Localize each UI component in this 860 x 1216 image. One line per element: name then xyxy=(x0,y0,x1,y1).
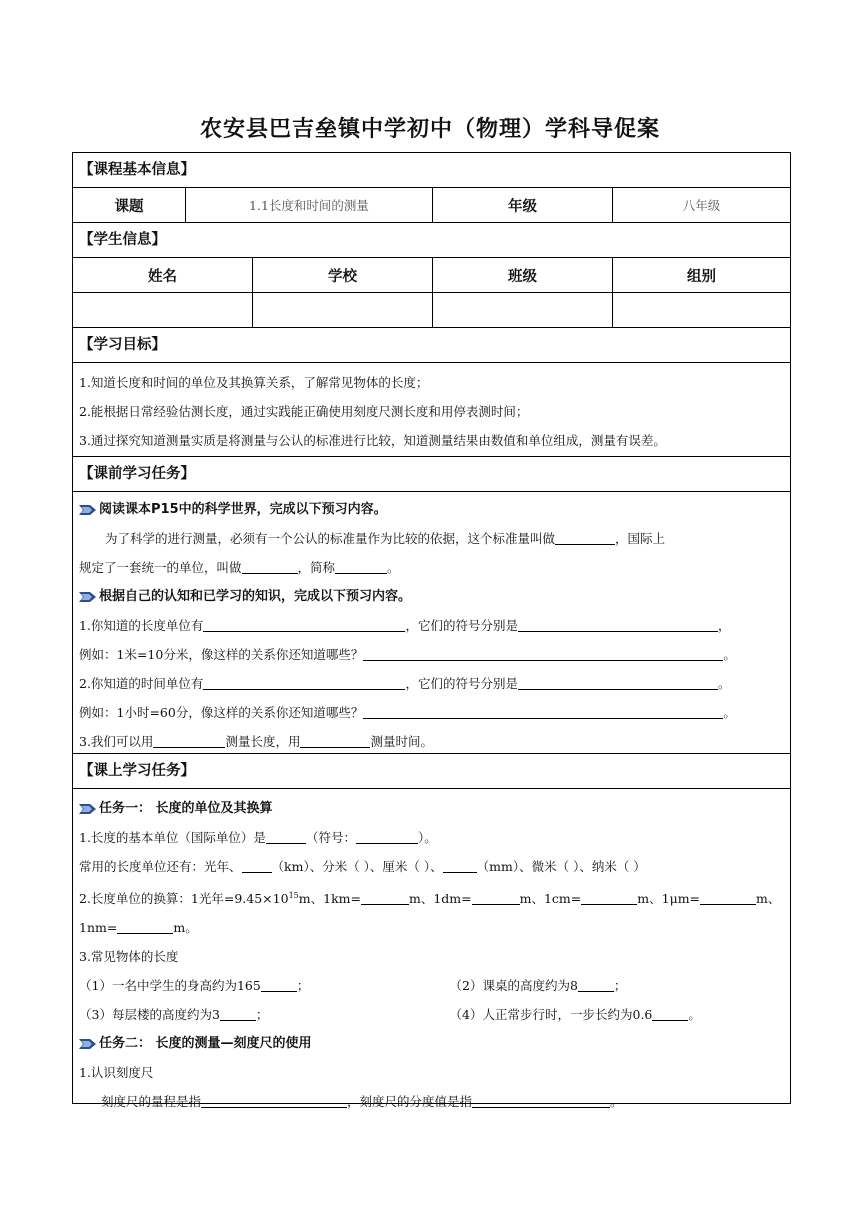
blank-dm-m[interactable] xyxy=(472,890,520,905)
class-field[interactable] xyxy=(433,293,613,327)
goal-item: 2.能根据日常经验估测长度，通过实践能正确使用刻度尺测长度和用停表测时间； xyxy=(79,404,529,419)
blank-basic-unit[interactable] xyxy=(266,829,306,844)
ruler-question: 刻度尺的量程是指 ，刻度尺的分度值是指 。 xyxy=(101,1094,623,1110)
in-class-block xyxy=(73,789,790,1110)
blank-time-symbols[interactable] xyxy=(518,675,718,690)
topic-label: 课题 xyxy=(73,188,186,222)
estimate-item: （4）人正常步行时，一步长约为0.6 。 xyxy=(449,1007,701,1023)
blank-length-tool[interactable] xyxy=(153,733,225,748)
blank-time-tool[interactable] xyxy=(300,733,370,748)
blank-mm[interactable] xyxy=(443,858,477,873)
pre-class-block xyxy=(73,492,790,754)
standard-paragraph-cont: 规定了一套统一的单位，叫做 ，简称 。 xyxy=(79,560,400,575)
name-header: 姓名 xyxy=(73,258,253,292)
question-length-example: 例如：1米=10分米，像这样的关系你还知道哪些？ 。 xyxy=(79,647,736,662)
task-two-heading: 任务二： 长度的测量—刻度尺的使用 xyxy=(79,1029,784,1058)
blank-floor-unit[interactable] xyxy=(220,1006,256,1021)
blank-cm-m[interactable] xyxy=(581,890,637,905)
arrow-bullet-icon xyxy=(79,592,96,602)
task-one-heading: 任务一： 长度的单位及其换算 xyxy=(79,794,784,823)
school-header: 学校 xyxy=(253,258,433,292)
blank-ruler-range[interactable] xyxy=(201,1093,347,1108)
blank-basic-symbol[interactable] xyxy=(356,829,418,844)
blank-km[interactable] xyxy=(242,858,272,873)
common-units-line: 常用的长度单位还有：光年、 （km）、分米（ ）、厘米（ ）、 （mm）、微米（ ）、纳米（ ） xyxy=(79,859,646,874)
blank-length-units[interactable] xyxy=(203,617,405,632)
blank-unit-system[interactable] xyxy=(242,559,298,574)
blank-nm-m[interactable] xyxy=(117,919,173,934)
student-input-row xyxy=(73,293,790,328)
blank-height-unit[interactable] xyxy=(261,977,297,992)
section-pre-class: 【课前学习任务】 xyxy=(73,457,790,492)
grade-value: 八年级 xyxy=(682,198,721,213)
question-length-units: 1.你知道的长度单位有 ，它们的符号分别是 ， xyxy=(79,618,731,633)
blank-step-unit[interactable] xyxy=(652,1006,688,1021)
course-info-row xyxy=(73,188,790,223)
blank-km-m[interactable] xyxy=(361,890,409,905)
class-header: 班级 xyxy=(433,258,613,292)
arrow-bullet-icon xyxy=(79,1039,96,1049)
estimate-item: （3）每层楼的高度约为3 ； xyxy=(79,1007,269,1023)
question-time-example: 例如：1小时=60分，像这样的关系你还知道哪些？ 。 xyxy=(79,705,736,720)
blank-time-relations[interactable] xyxy=(363,704,723,719)
blank-um-m[interactable] xyxy=(700,890,756,905)
goals-block xyxy=(73,363,790,457)
guide-table xyxy=(72,152,791,1110)
blank-standard[interactable] xyxy=(555,530,615,545)
arrow-bullet-icon xyxy=(79,804,96,814)
student-header-row xyxy=(73,258,790,293)
basic-unit-question: 1.长度的基本单位（国际单位）是 （符号： ）。 xyxy=(79,830,437,845)
question-time-units: 2.你知道的时间单位有 ，它们的符号分别是 。 xyxy=(79,676,731,691)
topic-value: 1.1长度和时间的测量 xyxy=(186,188,433,222)
group-field[interactable] xyxy=(613,293,790,327)
section-student-info: 【学生信息】 xyxy=(73,223,790,258)
blank-length-symbols[interactable] xyxy=(518,617,718,632)
pre-class-bullet-2: 根据自己的认知和已学习的知识，完成以下预习内容。 xyxy=(79,582,784,611)
blank-time-units[interactable] xyxy=(203,675,405,690)
question-tools: 3.我们可以用 测量长度，用 测量时间。 xyxy=(79,734,433,749)
estimate-item: （1）一名中学生的身高约为165 ； xyxy=(79,978,310,994)
blank-length-relations[interactable] xyxy=(363,646,723,661)
estimate-row-1 xyxy=(79,971,784,1000)
page-title: 农安县巴吉垒镇中学初中（物理）学科导促案 xyxy=(199,117,660,142)
name-field[interactable] xyxy=(73,293,253,327)
standard-paragraph: 为了科学的进行测量，必须有一个公认的标准量作为比较的依据，这个标准量叫做 ，国际上 xyxy=(105,531,666,546)
blank-desk-unit[interactable] xyxy=(578,977,614,992)
section-goals: 【学习目标】 xyxy=(73,328,790,363)
arrow-bullet-icon xyxy=(79,505,96,515)
ruler-heading: 1.认识刻度尺 xyxy=(79,1065,154,1081)
goal-item: 1.知道长度和时间的单位及其换算关系，了解常见物体的长度； xyxy=(79,375,429,390)
conversion-line-cont: 1nm= m。 xyxy=(79,920,198,936)
blank-ruler-division[interactable] xyxy=(472,1093,610,1108)
conversion-line: 2.长度单位的换算：1光年$=9.45\times 10^{15}m$、1km= m、1dm= m、1cm= m、1μm= m、 xyxy=(79,891,781,907)
estimate-row-2 xyxy=(79,1000,784,1029)
grade-label: 年级 xyxy=(433,188,613,222)
school-field[interactable] xyxy=(253,293,433,327)
pre-class-bullet-1: 阅读课本P15中的科学世界，完成以下预习内容。 xyxy=(79,495,784,524)
section-in-class: 【课上学习任务】 xyxy=(73,754,790,789)
goal-item: 3.通过探究知道测量实质是将测量与公认的标准进行比较，知道测量结果由数值和单位组成，测量有误差。 xyxy=(79,433,666,448)
section-course-info: 【课程基本信息】 xyxy=(73,153,790,188)
group-header: 组别 xyxy=(687,268,716,285)
blank-abbrev[interactable] xyxy=(335,559,387,574)
estimate-item: （2）课桌的高度约为8 ； xyxy=(449,978,627,994)
common-lengths-heading: 3.常见物体的长度 xyxy=(79,949,179,965)
